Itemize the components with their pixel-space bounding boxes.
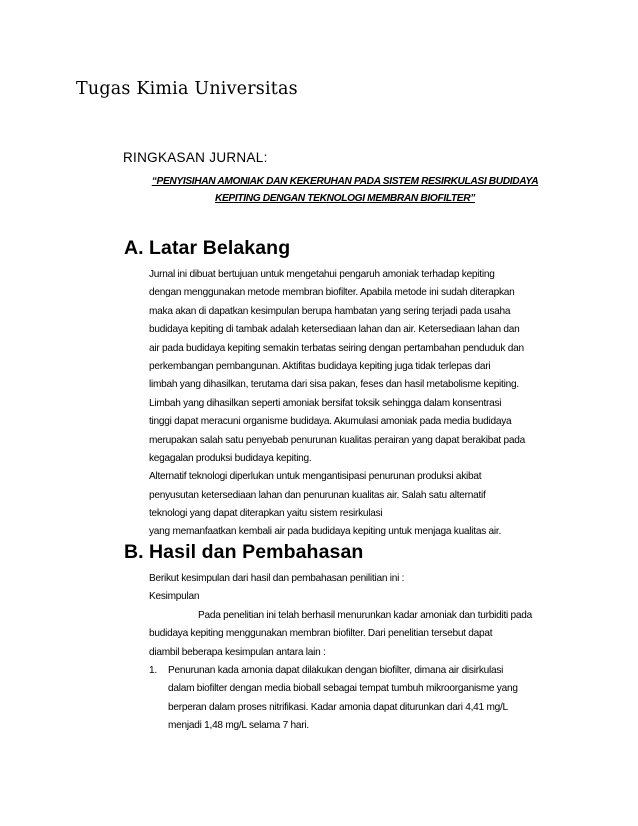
- body-line: air pada budidaya kepiting semakin terbatas seiring dengan pertambahan penduduk dan: [149, 342, 524, 354]
- journal-title-line: “PENYISIHAN AMONIAK DAN KEKERUHAN PADA SISTEM RESIRKULASI BUDIDAYA: [151, 176, 539, 187]
- kesimpulan-label: Kesimpulan: [149, 591, 200, 603]
- body-line: teknologi yang dapat diterapkan yaitu sistem resirkulasi: [149, 508, 383, 520]
- body-line: budidaya kepiting menggunakan membran biofilter. Dari penelitian tersebut dapat: [149, 628, 493, 640]
- body-line: Limbah yang dihasilkan seperti amoniak bersifat toksik sehingga dalam konsentrasi: [149, 397, 502, 409]
- body-line: yang memanfaatkan kembali air pada budidaya kepiting untuk menjaga kualitas air.: [149, 526, 502, 538]
- section-b-heading: [124, 541, 363, 564]
- body-line: Jurnal ini dibuat bertujuan untuk mengetahui pengaruh amoniak terhadap kepiting: [149, 269, 495, 280]
- list-item-line: dalam biofilter dengan media bioball sebagai tempat tumbuh mikroorganisme yang: [168, 683, 518, 695]
- list-number: 1.: [149, 664, 157, 676]
- intro-line: Berikut kesimpulan dari hasil dan pembahasan penilitian ini :: [149, 573, 405, 584]
- body-line: penyusutan ketersediaan lahan dan penurunan kualitas air. Salah satu alternatif: [149, 489, 486, 501]
- body-line: merupakan salah satu penyebab penurunan kualitas perairan yang dapat berakibat pada: [149, 434, 525, 446]
- body-line: maka akan di dapatkan kesimpulan berupa hambatan yang sering terjadi pada usaha: [149, 305, 511, 317]
- body-line: kegagalan produksi budidaya kepiting.: [149, 452, 312, 464]
- section-a-letter: A.: [124, 237, 144, 259]
- summary-label: RINGKASAN JURNAL:: [123, 150, 268, 165]
- section-b-heading-text: Hasil dan Pembahasan: [149, 541, 364, 563]
- list-item-line: menjadi 1,48 mg/L selama 7 hari.: [168, 720, 309, 732]
- body-line: perkembangan pembangunan. Aktifitas budidaya kepiting juga tidak terlepas dari: [149, 360, 491, 372]
- body-line: tinggi dapat meracuni organisme budidaya. Akumulasi amoniak pada media budidaya: [149, 416, 512, 428]
- list-item-text: Penurunan kada amonia dapat dilakukan dengan biofilter, dimana air disirkulasi: [168, 664, 504, 676]
- list-item-line: berperan dalam proses nitrifikasi. Kadar amonia dapat diturunkan dari 4,41 mg/L: [168, 701, 508, 713]
- journal-title-line: KEPITING DENGAN TEKNOLOGI MEMBRAN BIOFILTER”: [214, 193, 476, 204]
- section-a-body: [149, 266, 569, 542]
- section-a-heading-text: Latar Belakang: [149, 237, 291, 259]
- page-title: Tugas Kimia Universitas: [76, 79, 298, 99]
- journal-title: [150, 173, 540, 207]
- section-b-body: [149, 570, 569, 736]
- section-b-letter: B.: [124, 541, 144, 563]
- body-line: Alternatif teknologi diperlukan untuk mengantisipasi penurunan produksi akibat: [149, 471, 482, 483]
- body-line: diambil beberapa kesimpulan antara lain :: [149, 646, 326, 658]
- body-line: limbah yang dihasilkan, terutama dari sisa pakan, feses dan hasil metabolisme kepiting.: [149, 379, 519, 391]
- body-line: dengan menggunakan metode membran biofilter. Apabila metode ini sudah diterapkan: [149, 287, 515, 299]
- body-line: budidaya kepiting di tambak adalah ketersediaan lahan dan air. Ketersediaan lahan dan: [149, 324, 520, 336]
- section-a-heading: [124, 237, 290, 260]
- body-line: Pada penelitian ini telah berhasil menurunkan kadar amoniak dan turbiditi pada: [198, 609, 533, 621]
- list-item: [149, 662, 569, 680]
